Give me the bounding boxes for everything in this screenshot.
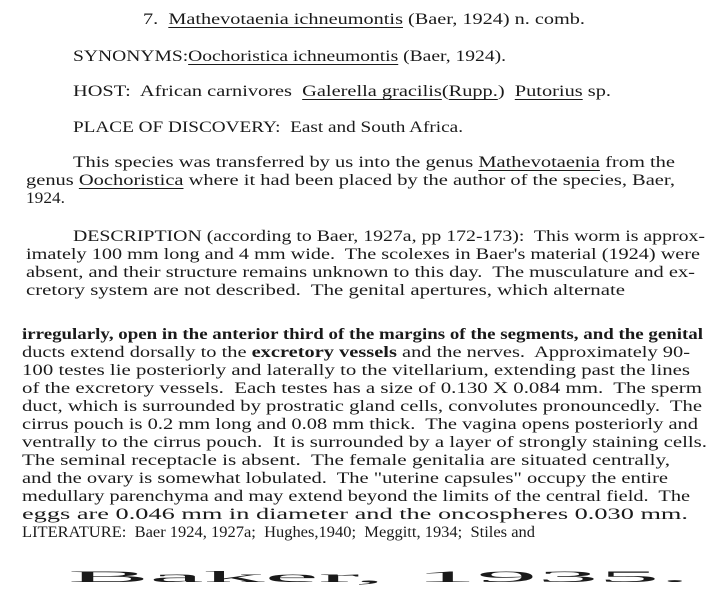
text-segment: where it had been placed by the author of the species, Baer, — [183, 172, 675, 189]
text-line — [26, 172, 675, 190]
text-line — [22, 380, 702, 398]
text-segment: (Baer, 1924) n. comb. — [402, 11, 585, 28]
text-line — [26, 246, 700, 264]
place-of-discovery-line — [73, 119, 463, 137]
text-line — [22, 488, 690, 506]
text-line — [22, 416, 698, 434]
text-line — [26, 190, 65, 208]
text-segment: ventrally to the cirrus pouch. It is surrounded by a layer of strongly staining cells. — [22, 434, 707, 451]
text-segment: irregularly, open in the anterior third of the margins of the segments, and the genital — [22, 326, 703, 343]
text-segment: 100 testes lie posteriorly and laterally to the vitellarium, extending past the lines — [22, 362, 690, 379]
host-line — [73, 83, 611, 101]
underlined-taxon-name: Oochoristica ichneumontis — [188, 48, 399, 65]
text-segment: 1924. — [26, 190, 65, 207]
text-line — [22, 344, 690, 362]
text-segment: eggs are 0.046 mm in diameter and the oncospheres 0.030 mm. — [22, 506, 688, 523]
text-segment: ( — [441, 83, 449, 100]
text-segment: duct, which is surrounded by prostratic gland cells, convolutes pronouncedly. The — [22, 398, 702, 415]
text-segment: cretory system are not described. The genital apertures, which alternate — [26, 282, 625, 299]
text-line — [22, 434, 707, 452]
species-title — [143, 11, 585, 29]
text-segment: The seminal receptacle is absent. The female genitalia are situated centrally, — [22, 452, 670, 469]
underlined-taxon-name: Rupp. — [448, 83, 498, 100]
text-line — [22, 470, 668, 488]
text-line — [22, 398, 702, 416]
text-segment: (Baer, 1924). — [398, 48, 506, 65]
underlined-taxon-name: Mathevotaenia ichneumontis — [168, 11, 403, 28]
text-segment: LITERATURE: Baer 1924, 1927a; Hughes,1940; Meggitt, 1934; Stiles and — [22, 524, 535, 541]
text-segment: absent, and their structure remains unknown to this day. The musculature and ex- — [26, 264, 695, 281]
text-segment: from the — [599, 154, 675, 171]
text-segment: ) — [497, 83, 515, 100]
text-segment: SYNONYMS: — [73, 48, 189, 65]
text-line — [26, 282, 625, 300]
text-segment: of the excretory vessels. Each testes has a size of 0.130 X 0.084 mm. The sperm — [22, 380, 702, 397]
text-line — [22, 362, 690, 380]
text-segment: excretory vessels — [251, 344, 397, 361]
text-segment: cirrus pouch is 0.2 mm long and 0.08 mm thick. The vagina opens posteriorly and — [22, 416, 698, 433]
text-line — [22, 506, 688, 524]
synonyms-line — [73, 48, 506, 66]
text-line — [22, 452, 670, 470]
text-line — [73, 228, 705, 246]
text-segment: This species was transferred by us into the genus — [73, 154, 479, 171]
text-segment: Baker, 1935. — [68, 569, 690, 586]
text-segment: sp. — [582, 83, 611, 100]
text-segment: imately 100 mm long and 4 mm wide. The scolexes in Baer's material (1924) were — [26, 246, 700, 263]
text-segment: and the nerves. Approximately 90- — [396, 344, 690, 361]
underlined-taxon-name: Mathevotaenia — [478, 154, 600, 171]
underlined-taxon-name: Putorius — [514, 83, 583, 100]
text-segment: PLACE OF DISCOVERY: East and South Africa. — [73, 119, 463, 136]
text-segment: and the ovary is somewhat lobulated. The "uterine capsules" occupy the entire — [22, 470, 668, 487]
text-line — [22, 326, 703, 344]
underlined-taxon-name: Oochoristica — [78, 172, 184, 189]
text-segment: 7. — [143, 11, 169, 28]
text-line — [26, 264, 695, 282]
text-segment: ducts extend dorsally to the — [22, 344, 252, 361]
text-segment: medullary parenchyma and may extend beyond the limits of the central field. The — [22, 488, 690, 505]
text-line — [22, 524, 535, 542]
text-segment: DESCRIPTION (according to Baer, 1927a, pp 172-173): This worm is approx- — [73, 228, 705, 245]
underlined-taxon-name: Galerella gracilis — [302, 83, 442, 100]
text-segment: genus — [26, 172, 79, 189]
text-line — [68, 569, 690, 587]
text-segment: HOST: African carnivores — [73, 83, 303, 100]
text-line — [73, 154, 675, 172]
